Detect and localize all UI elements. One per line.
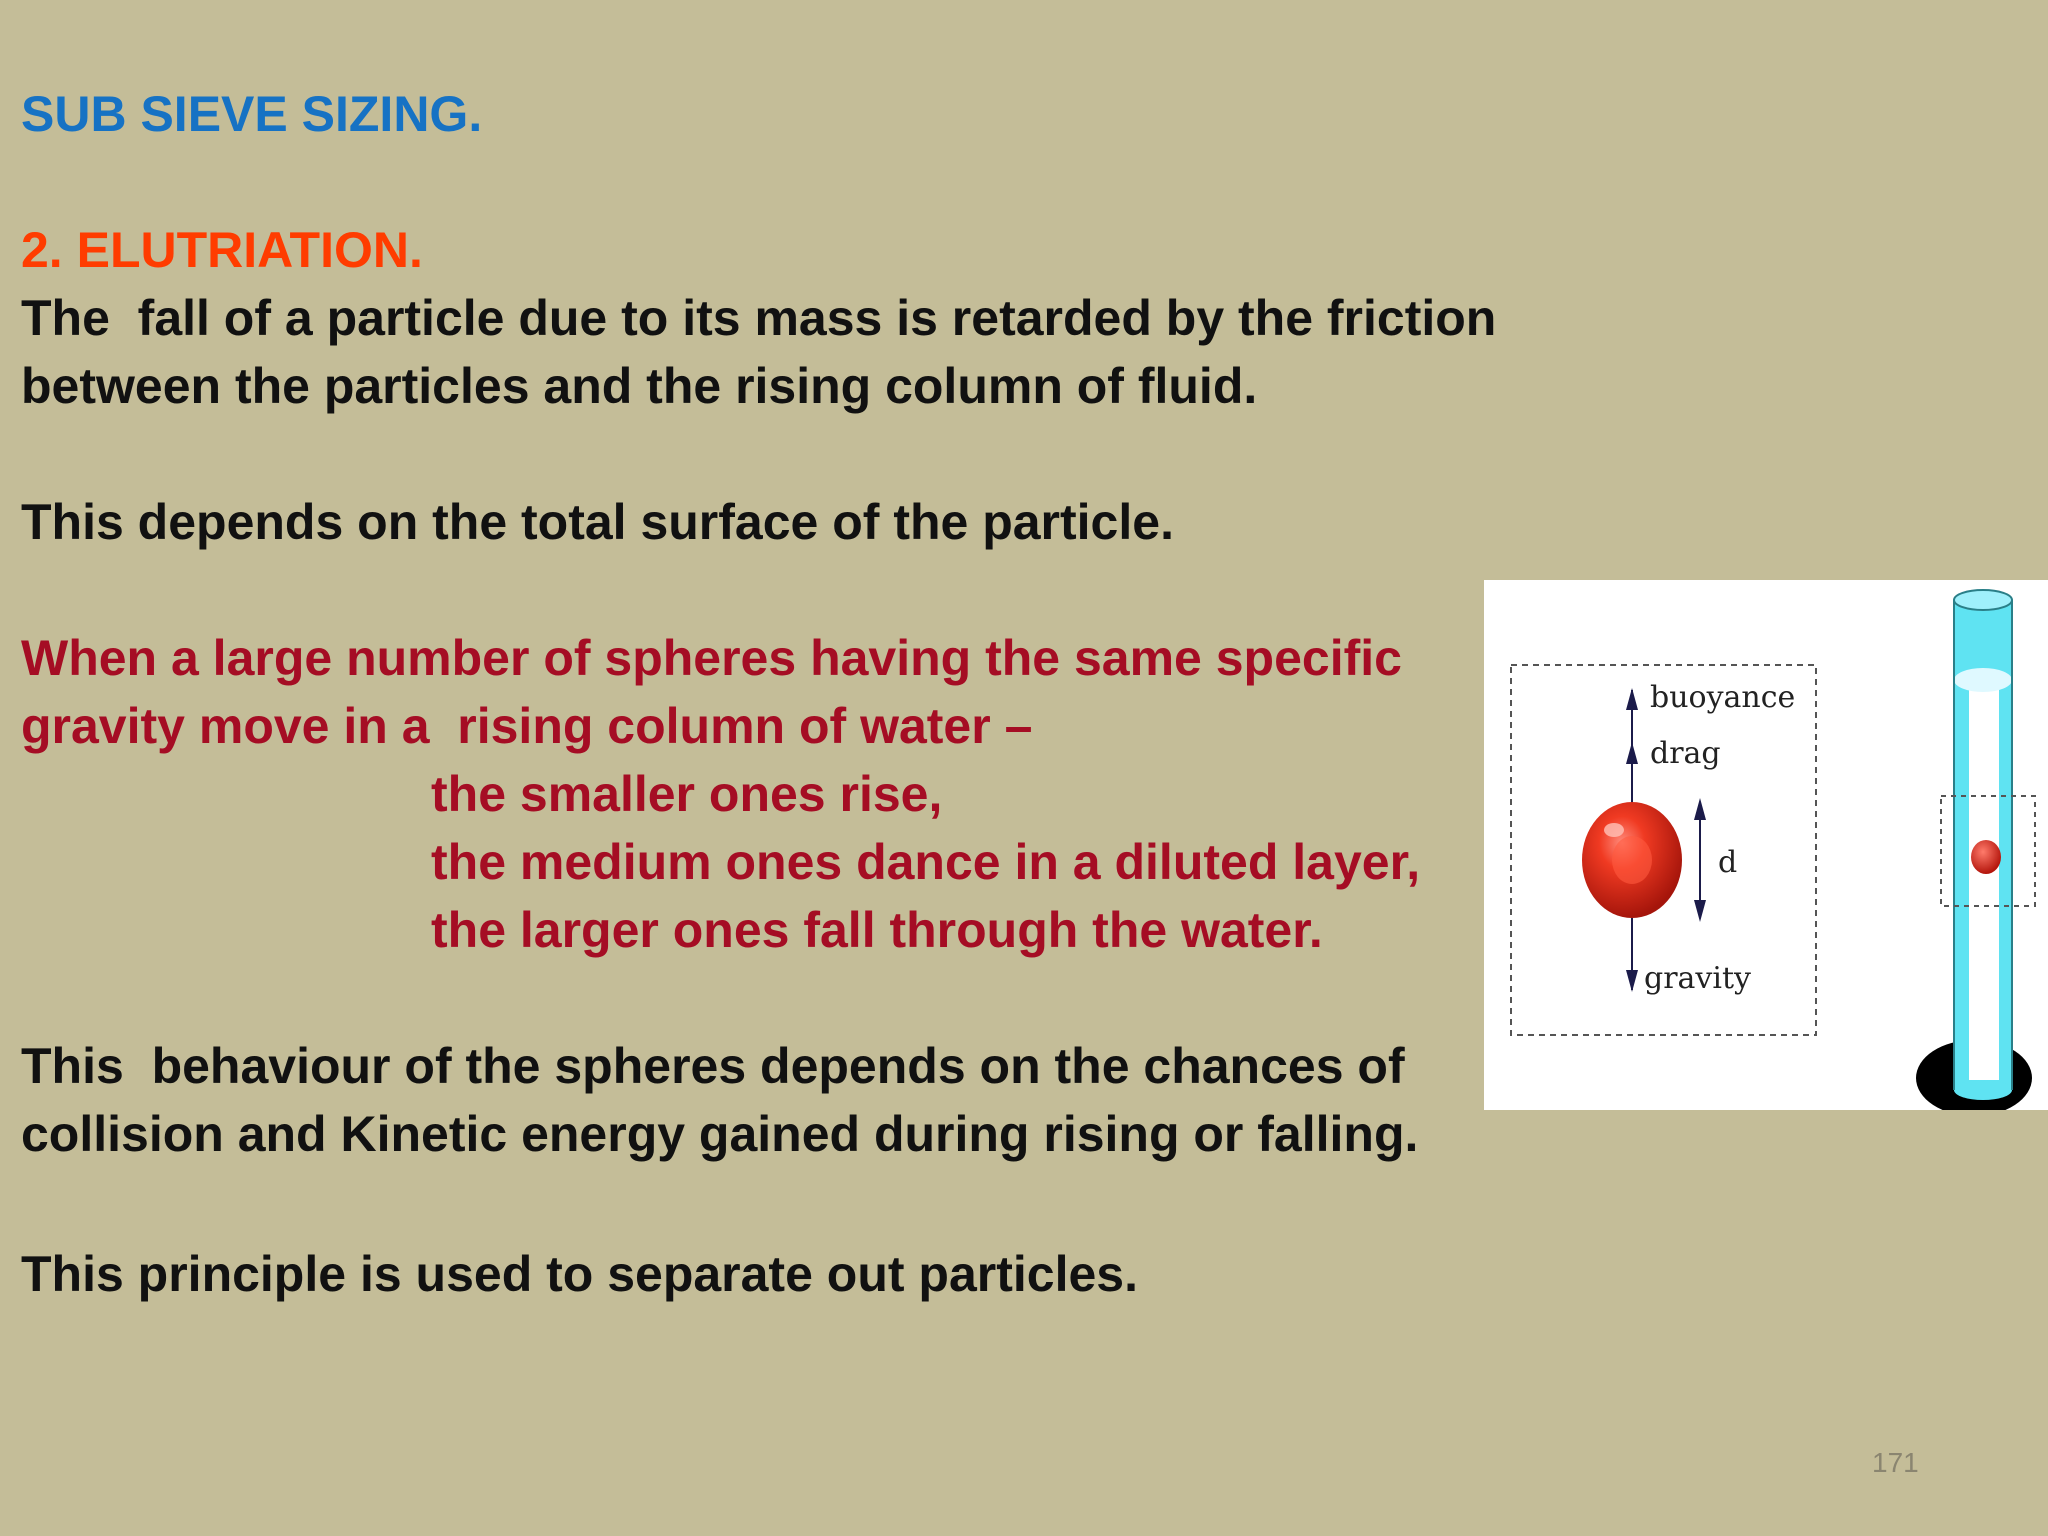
small-sphere [1971,840,2001,874]
indented-behaviour-list: the smaller ones rise, the medium ones dance in a diluted layer, the larger ones fall through the water. [431,766,1421,958]
gravity-label: gravity [1644,961,1751,996]
slide-title: SUB SIEVE SIZING. [21,86,483,142]
paragraph-spheres: When a large number of spheres having the same specific gravity move in a rising column of water – [21,630,1402,754]
sphere [1582,802,1682,918]
paragraph-behaviour: This behaviour of the spheres depends on the chances of collision and Kinetic energy gained during rising or falling. [21,1038,1419,1162]
forces-diagram [1484,580,2048,1110]
section-heading: 2. ELUTRIATION. [21,222,423,278]
page-number: 171 [1872,1447,1919,1478]
paragraph-surface: This depends on the total surface of the particle. [21,494,1174,550]
diameter-arrow [1694,798,1706,922]
diameter-label: d [1718,845,1738,880]
gravity-arrow [1626,918,1638,992]
paragraph-principle: This principle is used to separate out particles. [21,1246,1138,1302]
paragraph-friction: The fall of a particle due to its mass is retarded by the friction between the particles and the rising column of fluid. [21,290,1497,414]
buoyance-arrow [1626,688,1638,806]
elutriation-figure [1484,580,2048,1110]
buoyance-label: buoyance [1650,680,1796,715]
drag-label: drag [1650,736,1721,771]
